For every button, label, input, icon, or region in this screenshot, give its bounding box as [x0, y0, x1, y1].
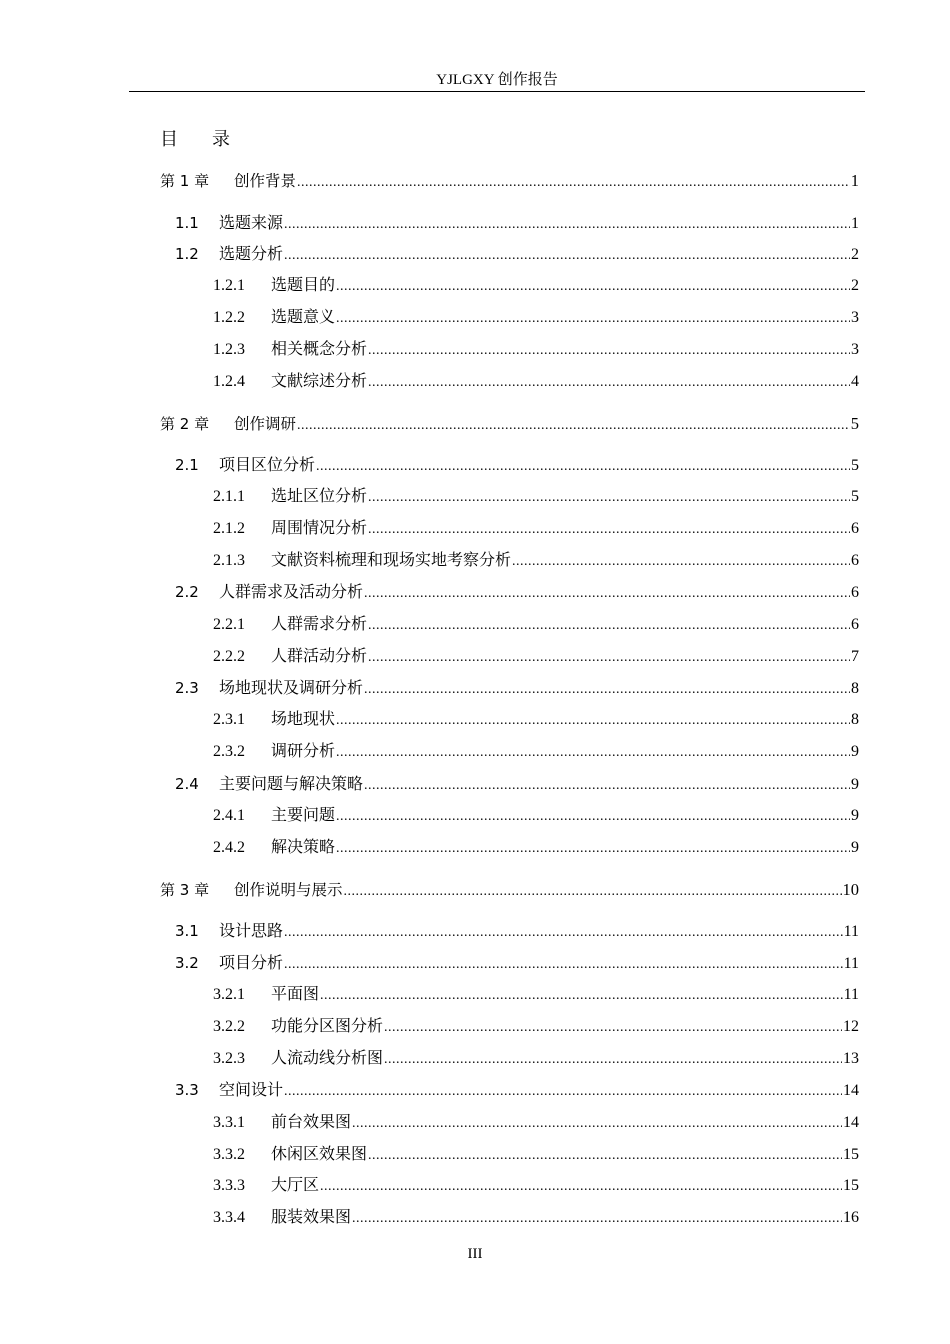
toc-entry-title: 功能分区图分析	[271, 1018, 384, 1035]
toc-entry[interactable]	[213, 371, 859, 394]
toc-chapter-entry[interactable]	[160, 170, 859, 194]
dot-leader	[352, 1208, 842, 1230]
toc-entry-title: 大厅区	[271, 1177, 320, 1194]
toc-entry-number: 3.1	[175, 922, 199, 940]
toc-entry-page: 9	[851, 839, 859, 856]
dot-leader	[284, 245, 850, 267]
dot-leader	[336, 710, 850, 732]
dot-leader	[344, 881, 842, 903]
toc-entry-title: 周围情况分析	[271, 520, 368, 537]
toc-entry[interactable]	[213, 486, 859, 509]
toc-entry-page: 12	[843, 1018, 859, 1035]
dot-leader	[368, 487, 850, 509]
dot-leader	[368, 1145, 842, 1167]
toc-entry[interactable]	[213, 741, 859, 764]
toc-entry-number: 2.4.2	[213, 839, 245, 856]
toc-entry-number: 2.1	[175, 456, 199, 474]
toc-entry[interactable]	[213, 1175, 859, 1198]
toc-entry-title: 空间设计	[219, 1082, 284, 1099]
toc-entry-title: 文献综述分析	[271, 373, 368, 390]
toc-entry-title: 人流动线分析图	[271, 1050, 384, 1067]
toc-entry[interactable]	[213, 275, 859, 298]
toc-entry-number: 2.4.1	[213, 807, 245, 824]
dot-leader	[336, 276, 850, 298]
toc-entry-number: 1.1	[175, 214, 199, 232]
toc-entry-number: 3.2.1	[213, 986, 245, 1003]
toc-chapter-entry[interactable]	[160, 413, 859, 437]
dot-leader	[368, 647, 850, 669]
dot-leader	[352, 1113, 842, 1135]
toc-entry-title: 相关概念分析	[271, 341, 368, 358]
toc-entry[interactable]	[213, 837, 859, 860]
dot-leader	[512, 551, 850, 573]
toc-entry[interactable]	[213, 518, 859, 541]
dot-leader	[384, 1049, 842, 1071]
dot-leader	[284, 214, 850, 236]
toc-entry-number: 2.3.2	[213, 743, 245, 760]
toc-entry[interactable]	[213, 1048, 859, 1071]
dot-leader	[336, 838, 850, 860]
toc-entry-number: 3.3.2	[213, 1146, 245, 1163]
toc-entry-title: 创作调研	[234, 415, 297, 433]
dot-leader	[384, 1017, 842, 1039]
toc-entry-page: 5	[851, 457, 859, 474]
toc-entry-number: 1.2.1	[213, 277, 245, 294]
toc-entry-page: 16	[843, 1209, 859, 1226]
toc-entry[interactable]	[213, 1016, 859, 1039]
toc-entry-number: 3.3.3	[213, 1177, 245, 1194]
toc-entry-number: 3.3.4	[213, 1209, 245, 1226]
dot-leader	[297, 172, 850, 194]
toc-entry[interactable]	[213, 550, 859, 573]
toc-entry-page: 7	[851, 648, 859, 665]
toc-title-right: 录	[212, 129, 230, 150]
toc-title	[160, 128, 230, 152]
toc-entry-number: 3.3.1	[213, 1114, 245, 1131]
dot-leader	[336, 742, 850, 764]
toc-entry-title: 人群需求分析	[271, 616, 368, 633]
toc-entry-title: 平面图	[271, 986, 320, 1003]
toc-entry-page: 4	[851, 373, 859, 390]
dot-leader	[364, 583, 850, 605]
toc-entry-title: 文献资料梳理和现场实地考察分析	[271, 552, 512, 569]
toc-entry-number: 3.2	[175, 954, 199, 972]
page-number: III	[467, 1246, 483, 1262]
toc-entry-title: 休闲区效果图	[271, 1146, 368, 1163]
toc-entry-title: 场地现状	[271, 711, 336, 728]
dot-leader	[316, 456, 850, 478]
toc-entry-title: 主要问题与解决策略	[219, 776, 364, 793]
toc-entry-page: 6	[851, 520, 859, 537]
toc-entry[interactable]	[213, 1207, 859, 1230]
toc-entry[interactable]	[213, 307, 859, 330]
toc-entry-page: 9	[851, 807, 859, 824]
toc-entry[interactable]	[213, 805, 859, 828]
toc-entry-number: 2.1.3	[213, 552, 245, 569]
toc-entry-title: 选题意义	[271, 309, 336, 326]
toc-entry-page: 10	[842, 880, 859, 899]
toc-entry-title: 选题来源	[219, 215, 284, 232]
toc-entry[interactable]	[175, 952, 859, 976]
toc-entry-page: 5	[850, 414, 859, 433]
toc-entry-number: 2.2.2	[213, 648, 245, 665]
toc-entry-page: 14	[843, 1082, 859, 1099]
dot-leader	[284, 954, 843, 976]
toc-entry-number: 2.3	[175, 679, 199, 697]
dot-leader	[284, 922, 843, 944]
toc-entry[interactable]	[213, 984, 859, 1007]
toc-entry-number: 1.2	[175, 245, 199, 263]
toc-entry-page: 6	[851, 552, 859, 569]
toc-entry-page: 9	[851, 743, 859, 760]
toc-entry-number: 3.2.2	[213, 1018, 245, 1035]
toc-entry[interactable]	[213, 339, 859, 362]
toc-entry-number: 3.3	[175, 1081, 199, 1099]
dot-leader	[320, 985, 843, 1007]
toc-entry-page: 8	[851, 680, 859, 697]
toc-entry-title: 选题目的	[271, 277, 336, 294]
toc-entry-page: 1	[850, 171, 859, 190]
toc-entry-number: 2.1.1	[213, 488, 245, 505]
toc-entry-title: 创作背景	[234, 172, 297, 190]
toc-entry[interactable]	[213, 1144, 859, 1167]
toc-entry-title: 调研分析	[271, 743, 336, 760]
toc-entry-title: 创作说明与展示	[234, 881, 343, 899]
toc-entry[interactable]	[175, 243, 859, 267]
header-rule	[129, 91, 865, 92]
toc-entry-page: 11	[843, 986, 859, 1003]
toc-title-left: 目	[160, 129, 178, 150]
toc-entry-number: 第 2 章	[160, 415, 210, 433]
toc-entry-page: 5	[851, 488, 859, 505]
toc-entry-page: 15	[843, 1177, 859, 1194]
toc-entry-page: 2	[851, 246, 859, 263]
toc-chapter-entry[interactable]	[160, 879, 859, 903]
toc-entry-page: 3	[851, 341, 859, 358]
toc-entry-number: 2.2.1	[213, 616, 245, 633]
toc-entry-page: 3	[851, 309, 859, 326]
dot-leader	[320, 1176, 842, 1198]
page-header: YJLGXY 创作报告	[436, 72, 558, 88]
toc-entry-page: 6	[851, 616, 859, 633]
toc-entry-title: 人群活动分析	[271, 648, 368, 665]
toc-entry-title: 主要问题	[271, 807, 336, 824]
toc-entry[interactable]	[213, 646, 859, 669]
dot-leader	[364, 775, 850, 797]
toc-entry-title: 选题分析	[219, 246, 284, 263]
toc-entry-page: 14	[843, 1114, 859, 1131]
toc-entry-number: 2.2	[175, 583, 199, 601]
toc-entry[interactable]	[213, 709, 859, 732]
toc-entry[interactable]	[175, 1079, 859, 1103]
toc-entry-page: 2	[851, 277, 859, 294]
toc-entry[interactable]	[213, 1112, 859, 1135]
toc-entry[interactable]	[175, 581, 859, 605]
toc-entry-page: 6	[851, 584, 859, 601]
toc-entry-page: 13	[843, 1050, 859, 1067]
dot-leader	[368, 615, 850, 637]
toc-entry-title: 解决策略	[271, 839, 336, 856]
dot-leader	[368, 340, 850, 362]
toc-entry-number: 2.1.2	[213, 520, 245, 537]
toc-entry-page: 11	[843, 923, 859, 940]
toc-entry[interactable]	[175, 454, 859, 478]
toc-entry-page: 8	[851, 711, 859, 728]
dot-leader	[336, 806, 850, 828]
toc-entry-number: 2.4	[175, 775, 199, 793]
dot-leader	[368, 519, 850, 541]
toc-entry-title: 服装效果图	[271, 1209, 352, 1226]
toc-entry-number: 2.3.1	[213, 711, 245, 728]
toc-entry[interactable]	[175, 773, 859, 797]
dot-leader	[336, 308, 850, 330]
toc-entry-title: 人群需求及活动分析	[219, 584, 364, 601]
toc-entry-title: 场地现状及调研分析	[219, 680, 364, 697]
toc-entry[interactable]	[175, 212, 859, 236]
toc-entry-page: 9	[851, 776, 859, 793]
dot-leader	[297, 415, 850, 437]
toc-entry[interactable]	[175, 677, 859, 701]
toc-entry-title: 设计思路	[219, 923, 284, 940]
toc-entry-number: 第 1 章	[160, 172, 210, 190]
toc-entry-number: 1.2.2	[213, 309, 245, 326]
toc-entry-title: 选址区位分析	[271, 488, 368, 505]
toc-entry-page: 15	[843, 1146, 859, 1163]
toc-entry-number: 1.2.4	[213, 373, 245, 390]
dot-leader	[284, 1081, 842, 1103]
dot-leader	[364, 679, 850, 701]
toc-entry-title: 项目分析	[219, 955, 284, 972]
toc-entry-page: 11	[843, 955, 859, 972]
toc-entry-title: 项目区位分析	[219, 457, 316, 474]
toc-entry[interactable]	[175, 920, 859, 944]
toc-entry-number: 第 3 章	[160, 881, 210, 899]
toc-entry-page: 1	[851, 215, 859, 232]
toc-entry-number: 3.2.3	[213, 1050, 245, 1067]
toc-entry-title: 前台效果图	[271, 1114, 352, 1131]
toc-entry[interactable]	[213, 614, 859, 637]
toc-entry-number: 1.2.3	[213, 341, 245, 358]
dot-leader	[368, 372, 850, 394]
